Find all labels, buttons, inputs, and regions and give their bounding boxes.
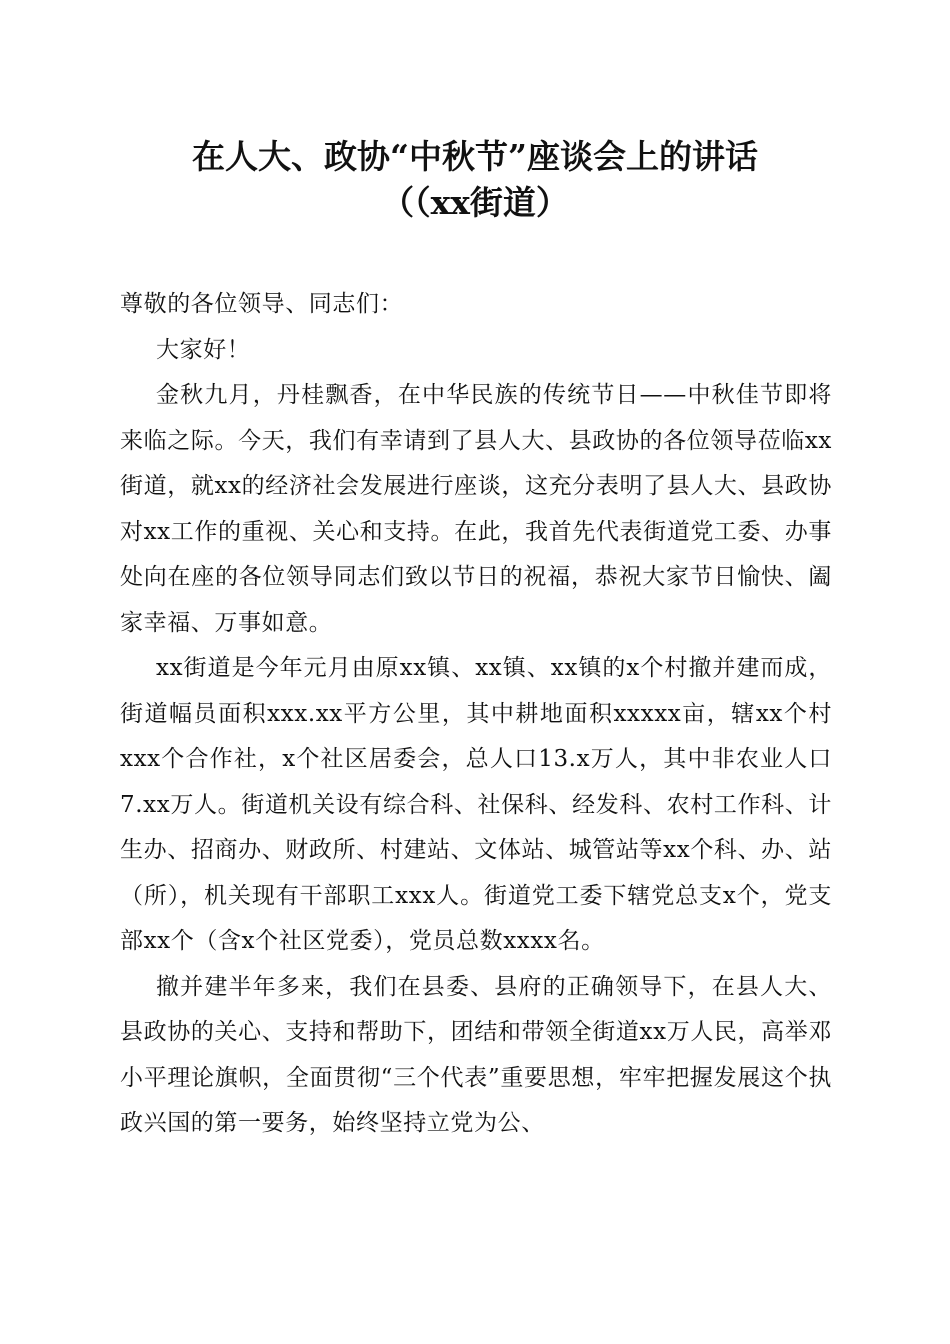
paragraph-opening: 金秋九月，丹桂飘香，在中华民族的传统节日——中秋佳节即将来临之际。今天，我们有幸请到了县人大、县政协的各位领导莅临xx街道，就xx的经济社会发展进行座谈，这充分表明了县人大、县政协对xx工作的重视、关心和支持。在此，我首先代表街道党工委、办事处向在座的各位领导同志们致以节日的祝福，恭祝大家节日愉快、阖家幸福、万事如意。 xyxy=(120,382,832,636)
document-subtitle: （（xx街道） xyxy=(381,183,569,222)
document-body xyxy=(120,282,832,1147)
salutation: 尊敬的各位领导、同志们： xyxy=(120,291,404,317)
document-title: 在人大、政协“中秋节”座谈会上的讲话 xyxy=(192,137,758,176)
paragraph-greeting: 大家好！ xyxy=(156,336,251,363)
title-block xyxy=(0,134,950,226)
paragraph-progress: 撤并建半年多来，我们在县委、县府的正确领导下，在县人大、县政协的关心、支持和帮助下，团结和带领全街道xx万人民，高举邓小平理论旗帜，全面贯彻“三个代表”重要思想，牢牢把握发展这个执政兴国的第一要务，始终坚持立党为公、 xyxy=(120,973,832,1136)
paragraph-overview: xx街道是今年元月由原xx镇、xx镇、xx镇的x个村撤并建而成，街道幅员面积xxx.xx平方公里，其中耕地面积xxxxx亩，辖xx个村xxx个合作社，x个社区居委会，总人口13.x万人，其中非农业人口7.xx万人。街道机关设有综合科、社保科、经发科、农村工作科、计生办、招商办、财政所、村建站、文体站、城管站等xx个科、办、站（所），机关现有干部职工xxx人。街道党工委下辖党总支x个，党支部xx个（含x个社区党委），党员总数xxxx名。 xyxy=(120,655,832,954)
